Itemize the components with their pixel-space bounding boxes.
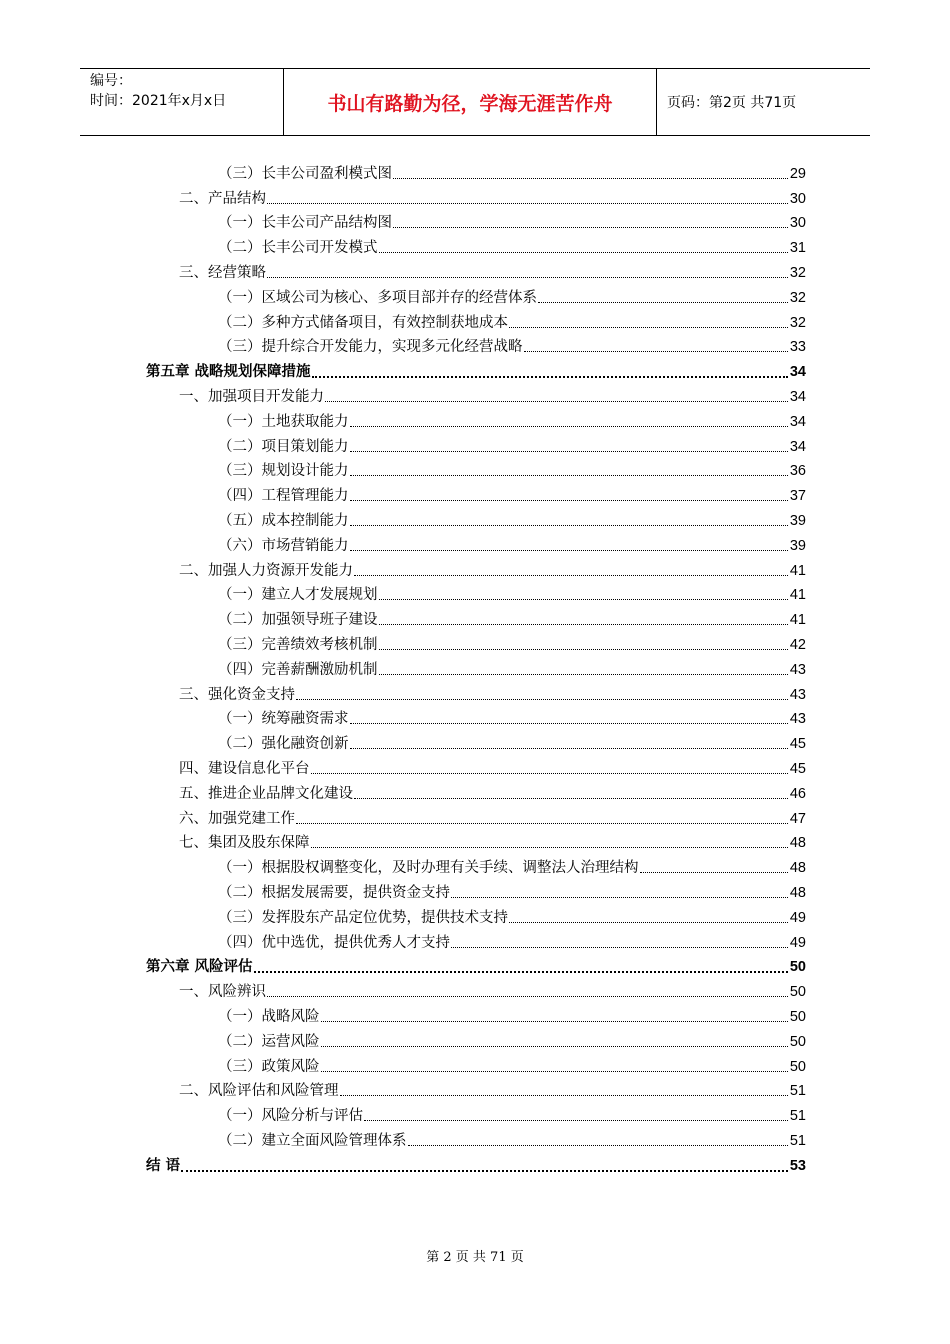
dot-leader xyxy=(393,178,788,179)
toc-entry[interactable] xyxy=(218,307,806,332)
header-motto: 书山有路勤为径，学海无涯苦作舟 xyxy=(283,69,657,135)
dot-leader xyxy=(340,1095,788,1096)
toc-entry-title: （二）强化融资创新 xyxy=(218,736,349,753)
dot-leader xyxy=(321,1021,788,1022)
dot-leader xyxy=(509,327,788,328)
toc-entry[interactable] xyxy=(218,332,806,357)
toc-entry[interactable] xyxy=(218,530,806,555)
toc-entry-title: 第五章 战略规划保障措施 xyxy=(146,363,311,381)
toc-entry[interactable] xyxy=(218,580,806,605)
toc-entry-title: （二）加强领导班子建设 xyxy=(218,612,378,629)
toc-entry-title: （四）工程管理能力 xyxy=(218,488,349,505)
toc-entry[interactable] xyxy=(218,704,806,729)
dot-leader xyxy=(408,1145,788,1146)
toc-entry-page: 36 xyxy=(789,463,806,480)
toc-chapter-entry[interactable] xyxy=(146,356,806,381)
toc-entry[interactable] xyxy=(218,456,806,481)
dot-leader xyxy=(312,376,788,378)
toc-entry-title: （三）提升综合开发能力，实现多元化经营战略 xyxy=(218,339,523,356)
dot-leader xyxy=(267,996,788,997)
toc-entry-title: （一）战略风险 xyxy=(218,1008,320,1025)
toc-entry-page: 53 xyxy=(789,1157,806,1174)
toc-entry-title: 二、加强人力资源开发能力 xyxy=(179,562,353,579)
toc-entry-page: 31 xyxy=(789,240,806,257)
dot-leader xyxy=(354,798,788,799)
toc-entry[interactable] xyxy=(179,803,806,828)
toc-entry[interactable] xyxy=(179,183,806,208)
dot-leader xyxy=(350,451,788,452)
toc-entry[interactable] xyxy=(218,654,806,679)
toc-entry-title: （二）多种方式储备项目，有效控制获地成本 xyxy=(218,314,508,331)
toc-entry[interactable] xyxy=(218,852,806,877)
dot-leader xyxy=(321,1046,788,1047)
toc-entry-page: 45 xyxy=(789,736,806,753)
toc-entry-page: 51 xyxy=(789,1108,806,1125)
toc-entry-title: （一）长丰公司产品结构图 xyxy=(218,215,392,232)
number-label: 编号： xyxy=(90,73,132,89)
dot-leader xyxy=(379,252,788,253)
toc-entry-page: 34 xyxy=(789,438,806,455)
toc-entry-title: （四）优中选优，提供优秀人才支持 xyxy=(218,934,450,951)
toc-entry-title: （三）政策风险 xyxy=(218,1058,320,1075)
toc-chapter-entry[interactable] xyxy=(146,952,806,977)
toc-entry-page: 32 xyxy=(789,314,806,331)
toc-entry[interactable] xyxy=(218,902,806,927)
toc-entry[interactable] xyxy=(218,406,806,431)
toc-entry-page: 51 xyxy=(789,1132,806,1149)
toc-entry-page: 50 xyxy=(789,1033,806,1050)
dot-leader xyxy=(350,550,788,551)
toc-entry[interactable] xyxy=(218,1125,806,1150)
toc-entry-title: （三）长丰公司盈利模式图 xyxy=(218,165,392,182)
toc-entry[interactable] xyxy=(218,158,806,183)
toc-entry[interactable] xyxy=(179,555,806,580)
toc-entry-page: 50 xyxy=(789,1058,806,1075)
toc-entry-title: 五、推进企业品牌文化建设 xyxy=(179,785,353,802)
toc-entry-page: 46 xyxy=(789,785,806,802)
dot-leader xyxy=(311,773,788,774)
toc-entry-title: 一、风险辨识 xyxy=(179,984,266,1001)
toc-entry[interactable] xyxy=(218,1051,806,1076)
toc-entry-title: （三）发挥股东产品定位优势，提供技术支持 xyxy=(218,909,508,926)
toc-entry[interactable] xyxy=(218,1100,806,1125)
toc-entry[interactable] xyxy=(179,753,806,778)
toc-entry[interactable] xyxy=(218,480,806,505)
toc-entry-title: （三）完善绩效考核机制 xyxy=(218,636,378,653)
dot-leader xyxy=(379,624,788,625)
dot-leader xyxy=(325,401,788,402)
toc-entry-title: （四）完善薪酬激励机制 xyxy=(218,661,378,678)
toc-entry[interactable] xyxy=(218,629,806,654)
toc-entry[interactable] xyxy=(179,257,806,282)
toc-entry[interactable] xyxy=(179,1076,806,1101)
toc-entry-title: （一）建立人才发展规划 xyxy=(218,587,378,604)
dot-leader xyxy=(640,872,788,873)
dot-leader xyxy=(350,426,788,427)
dot-leader xyxy=(267,203,788,204)
dot-leader xyxy=(350,723,788,724)
toc-entry-page: 30 xyxy=(789,190,806,207)
toc-entry[interactable] xyxy=(179,778,806,803)
toc-entry-title: 三、强化资金支持 xyxy=(179,686,295,703)
toc-entry-page: 50 xyxy=(789,984,806,1001)
toc-entry-page: 50 xyxy=(789,959,806,976)
toc-entry[interactable] xyxy=(218,877,806,902)
toc-entry-title: 四、建设信息化平台 xyxy=(179,760,310,777)
toc-entry-page: 41 xyxy=(789,562,806,579)
toc-entry-page: 33 xyxy=(789,339,806,356)
dot-leader xyxy=(181,1170,788,1172)
dot-leader xyxy=(296,699,788,700)
toc-entry-title: （二）建立全面风险管理体系 xyxy=(218,1132,407,1149)
dot-leader xyxy=(538,302,788,303)
toc-entry[interactable] xyxy=(179,828,806,853)
toc-entry-title: 第六章 风险评估 xyxy=(146,958,253,976)
toc-entry-page: 32 xyxy=(789,264,806,281)
toc-entry[interactable] xyxy=(218,604,806,629)
dot-leader xyxy=(350,475,788,476)
toc-entry-page: 48 xyxy=(789,860,806,877)
toc-entry-title: （一）根据股权调整变化，及时办理有关手续、调整法人治理结构 xyxy=(218,860,639,877)
toc-entry-title: 一、加强项目开发能力 xyxy=(179,388,324,405)
toc-entry[interactable] xyxy=(218,1026,806,1051)
toc-entry-title: （一）区域公司为核心、多项目部并存的经营体系 xyxy=(218,289,537,306)
toc-entry-title: 二、产品结构 xyxy=(179,190,266,207)
dot-leader xyxy=(350,748,788,749)
toc-entry-page: 39 xyxy=(789,512,806,529)
toc-entry-page: 51 xyxy=(789,1083,806,1100)
header-meta xyxy=(80,69,283,135)
dot-leader xyxy=(451,947,788,948)
toc-entry-page: 32 xyxy=(789,289,806,306)
toc-entry-page: 43 xyxy=(789,711,806,728)
toc-entry-title: （六）市场营销能力 xyxy=(218,537,349,554)
toc-entry-title: 二、风险评估和风险管理 xyxy=(179,1083,339,1100)
dot-leader xyxy=(296,823,788,824)
toc-entry[interactable] xyxy=(179,381,806,406)
toc-entry[interactable] xyxy=(218,927,806,952)
toc-entry-title: （二）项目策划能力 xyxy=(218,438,349,455)
toc-entry-page: 41 xyxy=(789,587,806,604)
toc-entry-page: 42 xyxy=(789,636,806,653)
toc-entry-title: （二）根据发展需要，提供资金支持 xyxy=(218,884,450,901)
toc-entry-page: 41 xyxy=(789,612,806,629)
toc-entry[interactable] xyxy=(218,282,806,307)
toc-entry-page: 49 xyxy=(789,909,806,926)
toc-entry-title: （一）风险分析与评估 xyxy=(218,1108,363,1125)
page-header xyxy=(80,68,870,136)
dot-leader xyxy=(254,971,788,973)
toc-entry-title: （三）规划设计能力 xyxy=(218,463,349,480)
toc-entry[interactable] xyxy=(179,976,806,1001)
toc-entry[interactable] xyxy=(179,679,806,704)
dot-leader xyxy=(354,575,788,576)
page-footer: 第 2 页 共 71 页 xyxy=(426,1250,524,1265)
toc-entry[interactable] xyxy=(218,728,806,753)
toc-entry-page: 34 xyxy=(789,413,806,430)
dot-leader xyxy=(311,847,788,848)
dot-leader xyxy=(350,525,788,526)
toc-entry[interactable] xyxy=(218,505,806,530)
toc-entry-title: （五）成本控制能力 xyxy=(218,512,349,529)
toc-entry[interactable] xyxy=(218,1001,806,1026)
toc-entry[interactable] xyxy=(218,208,806,233)
toc-entry-page: 50 xyxy=(789,1008,806,1025)
toc-entry-page: 49 xyxy=(789,934,806,951)
toc-entry-page: 47 xyxy=(789,810,806,827)
toc-chapter-entry[interactable] xyxy=(146,1150,806,1175)
dot-leader xyxy=(364,1120,788,1121)
toc-entry-page: 45 xyxy=(789,760,806,777)
toc-entry-page: 30 xyxy=(789,215,806,232)
toc-entry-page: 39 xyxy=(789,537,806,554)
toc-entry-page: 34 xyxy=(789,388,806,405)
toc-entry-title: （二）运营风险 xyxy=(218,1033,320,1050)
dot-leader xyxy=(267,277,788,278)
toc-entry-page: 43 xyxy=(789,686,806,703)
dot-leader xyxy=(524,351,788,352)
dot-leader xyxy=(350,500,788,501)
dot-leader xyxy=(379,674,788,675)
toc-entry-page: 29 xyxy=(789,165,806,182)
toc-entry-page: 48 xyxy=(789,884,806,901)
header-page-info: 页码：第2页 共71页 xyxy=(667,95,797,111)
dot-leader xyxy=(451,897,788,898)
toc-entry-page: 43 xyxy=(789,661,806,678)
dot-leader xyxy=(379,599,788,600)
toc-entry-title: 三、经营策略 xyxy=(179,264,266,281)
toc-entry[interactable] xyxy=(218,431,806,456)
toc-entry-title: 六、加强党建工作 xyxy=(179,810,295,827)
toc-entry-title: 结 语 xyxy=(146,1156,181,1174)
toc-entry[interactable] xyxy=(218,232,806,257)
dot-leader xyxy=(509,922,788,923)
toc-entry-page: 34 xyxy=(789,364,806,381)
dot-leader xyxy=(393,227,788,228)
toc-entry-title: （一）土地获取能力 xyxy=(218,413,349,430)
dot-leader xyxy=(379,649,788,650)
time-label: 时间：2021年x月x日 xyxy=(90,93,227,109)
toc-entry-title: 七、集团及股东保障 xyxy=(179,835,310,852)
toc-entry-page: 48 xyxy=(789,835,806,852)
dot-leader xyxy=(321,1071,788,1072)
toc-entry-title: （一）统筹融资需求 xyxy=(218,711,349,728)
toc-entry-title: （二）长丰公司开发模式 xyxy=(218,240,378,257)
toc-entry-page: 37 xyxy=(789,488,806,505)
